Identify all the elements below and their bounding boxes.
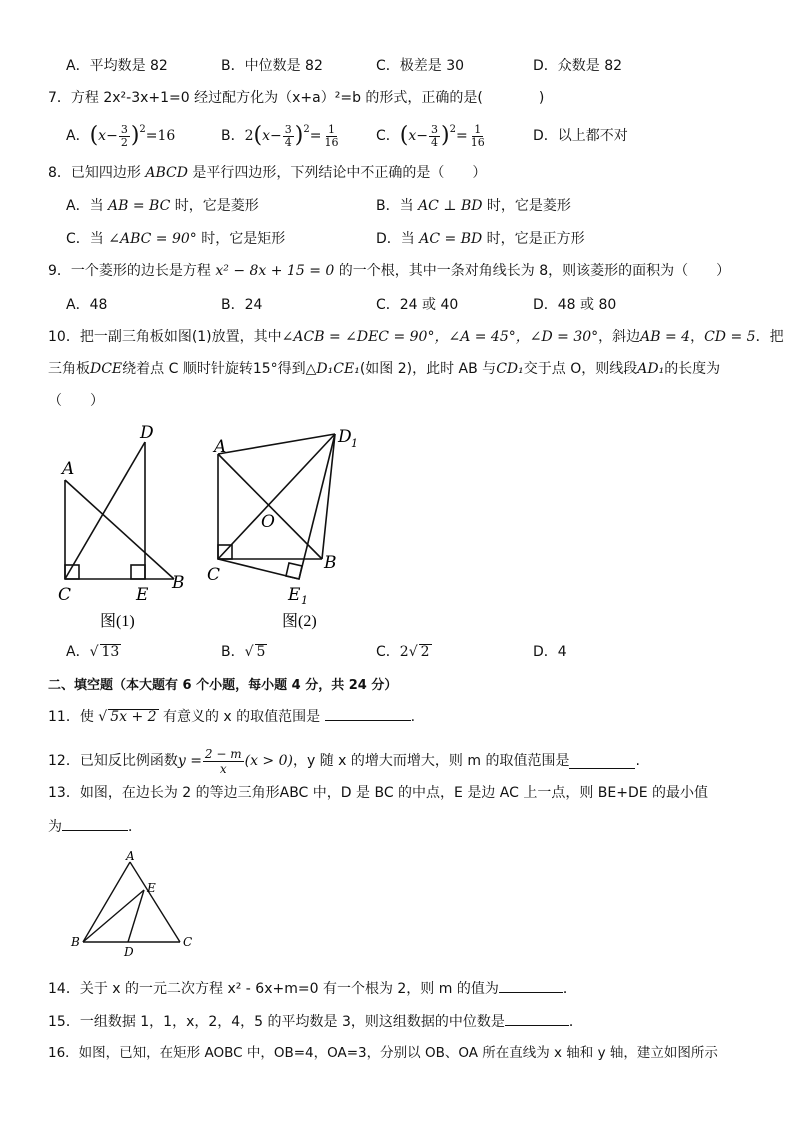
q9-option-d: D．48 或 80 [533, 297, 617, 313]
q7-option-c: C． ( x − $\frac{3}{4}$ ) 2 = $\frac{1}{16}$ [376, 122, 485, 149]
q15: 15．一组数据 1，1，x，2，4，5 的平均数是 3，则这组数据的中位数是 ． [48, 1011, 583, 1032]
q10-option-c: C．2√ 2 [376, 644, 430, 660]
q13-label-d: D [124, 945, 134, 958]
q9-stem: 9．一个菱形的边长是方程 x² − 8x + 15 = 0 的一个根，其中一条对角线长为 8，则该菱形的面积为（ ） [48, 263, 731, 279]
fig2-label-d1-sub: 1 [351, 437, 358, 450]
fig1-label-a: A [62, 459, 75, 479]
q10-line1: 10．把一副三角板如图(1)放置，其中∠ACB = ∠DEC = 90°，∠A = 45°，∠D = 30°，斜边AB = 4，CD = 5．把 [48, 329, 784, 345]
fig2-label-b: B [324, 553, 337, 573]
q13-label-e: E [147, 881, 156, 895]
q6-option-d: D．众数是 82 [533, 58, 623, 74]
q8-option-c: C．当 ∠ABC = 90° 时，它是矩形 [66, 231, 286, 247]
q10-figure-2 [204, 420, 364, 636]
fig2-label-o: O [261, 512, 275, 532]
q8-option-b: B．当 AC ⊥ BD 时，它是菱形 [376, 198, 571, 214]
q13-label-a: A [126, 849, 135, 863]
q13-figure [66, 848, 206, 958]
q13-label-b: B [71, 935, 80, 949]
q14: 14．关于 x 的一元二次方程 x² - 6x+m=0 有一个根为 2，则 m 的值为 ． [48, 978, 577, 999]
fig1-label-c: C [58, 585, 72, 605]
q15-answer-blank[interactable] [505, 1011, 569, 1026]
section-2-title: 二、填空题（本大题有 6 个小题，每小题 4 分，共 24 分） [48, 678, 398, 693]
fig2-label-e1-sub: 1 [301, 594, 308, 607]
q8-option-d: D．当 AC = BD 时，它是正方形 [376, 231, 585, 247]
q7-option-a: A． ( x − $\frac{3}{2}$ ) 2 =16 [66, 122, 176, 149]
fig2-label-e1: E [288, 585, 301, 605]
q14-answer-blank[interactable] [499, 978, 563, 993]
q12: 12．已知反比例函数 y = $\frac{2 - m}{x}$ (x > 0) ，y 随 x 的增大而增大，则 m 的取值范围是 . [48, 746, 640, 776]
q6-option-c: C．极差是 30 [376, 58, 465, 74]
fig1-caption: 图(1) [100, 613, 135, 630]
q6-option-a: A．平均数是 82 [66, 58, 168, 74]
q9-option-c: C．24 或 40 [376, 297, 459, 313]
q9-option-b: B．24 [221, 297, 263, 313]
fig1-label-e: E [136, 585, 149, 605]
q6-option-b: B．中位数是 82 [221, 58, 323, 74]
q11: 11．使 √ 5x + 2 有意义的 x 的取值范围是 . [48, 706, 415, 727]
q10-line2: 三角板DCE绕着点 C 顺时针旋转15°得到△D₁CE₁(如图 2)，此时 AB 与CD₁交于点 O，则线段AD₁的长度为 [48, 361, 721, 377]
q7-option-b: B． 2 ( x − $\frac{3}{4}$ ) 2 = $\frac{1}{16}$ [221, 122, 339, 149]
fig2-label-d1: D [338, 427, 352, 447]
q10-line3: （ ） [48, 393, 104, 409]
q8-stem: 8．已知四边形 ABCD 是平行四边形，下列结论中不正确的是（ ） [48, 165, 487, 181]
q10-option-d: D．4 [533, 644, 567, 660]
q13-label-c: C [183, 935, 193, 949]
q9-option-a: A．48 [66, 297, 108, 313]
q13-line1: 13．如图，在边长为 2 的等边三角形ABC 中，D 是 BC 的中点，E 是边 AC 上一点，则 BE+DE 的最小值 [48, 785, 709, 801]
q10-option-a: A．√ 13 [66, 644, 120, 660]
q11-answer-blank[interactable] [325, 706, 411, 721]
q12-answer-blank[interactable] [569, 754, 635, 769]
q7-stem: 7．方程 2x²-3x+1=0 经过配方化为（x+a）²=b 的形式，正确的是( ) [48, 90, 545, 106]
q13-answer-blank[interactable] [62, 816, 128, 831]
fig1-label-d: D [140, 423, 154, 443]
fig2-label-a: A [214, 437, 227, 457]
fig2-label-c: C [207, 565, 221, 585]
q10-figure-1 [50, 420, 200, 636]
fig2-caption: 图(2) [282, 613, 317, 630]
fig1-label-b: B [172, 573, 185, 593]
q10-option-b: B．√ 5 [221, 644, 266, 660]
q13-line2: 为 ． [48, 816, 142, 837]
q16: 16．如图，已知，在矩形 AOBC 中，OB=4，OA=3，分别以 OB、OA 所在直线为 x 轴和 y 轴，建立如图所示 [48, 1045, 718, 1061]
q7-option-d: D．以上都不对 [533, 128, 628, 144]
q8-option-a: A．当 AB = BC 时，它是菱形 [66, 198, 259, 214]
